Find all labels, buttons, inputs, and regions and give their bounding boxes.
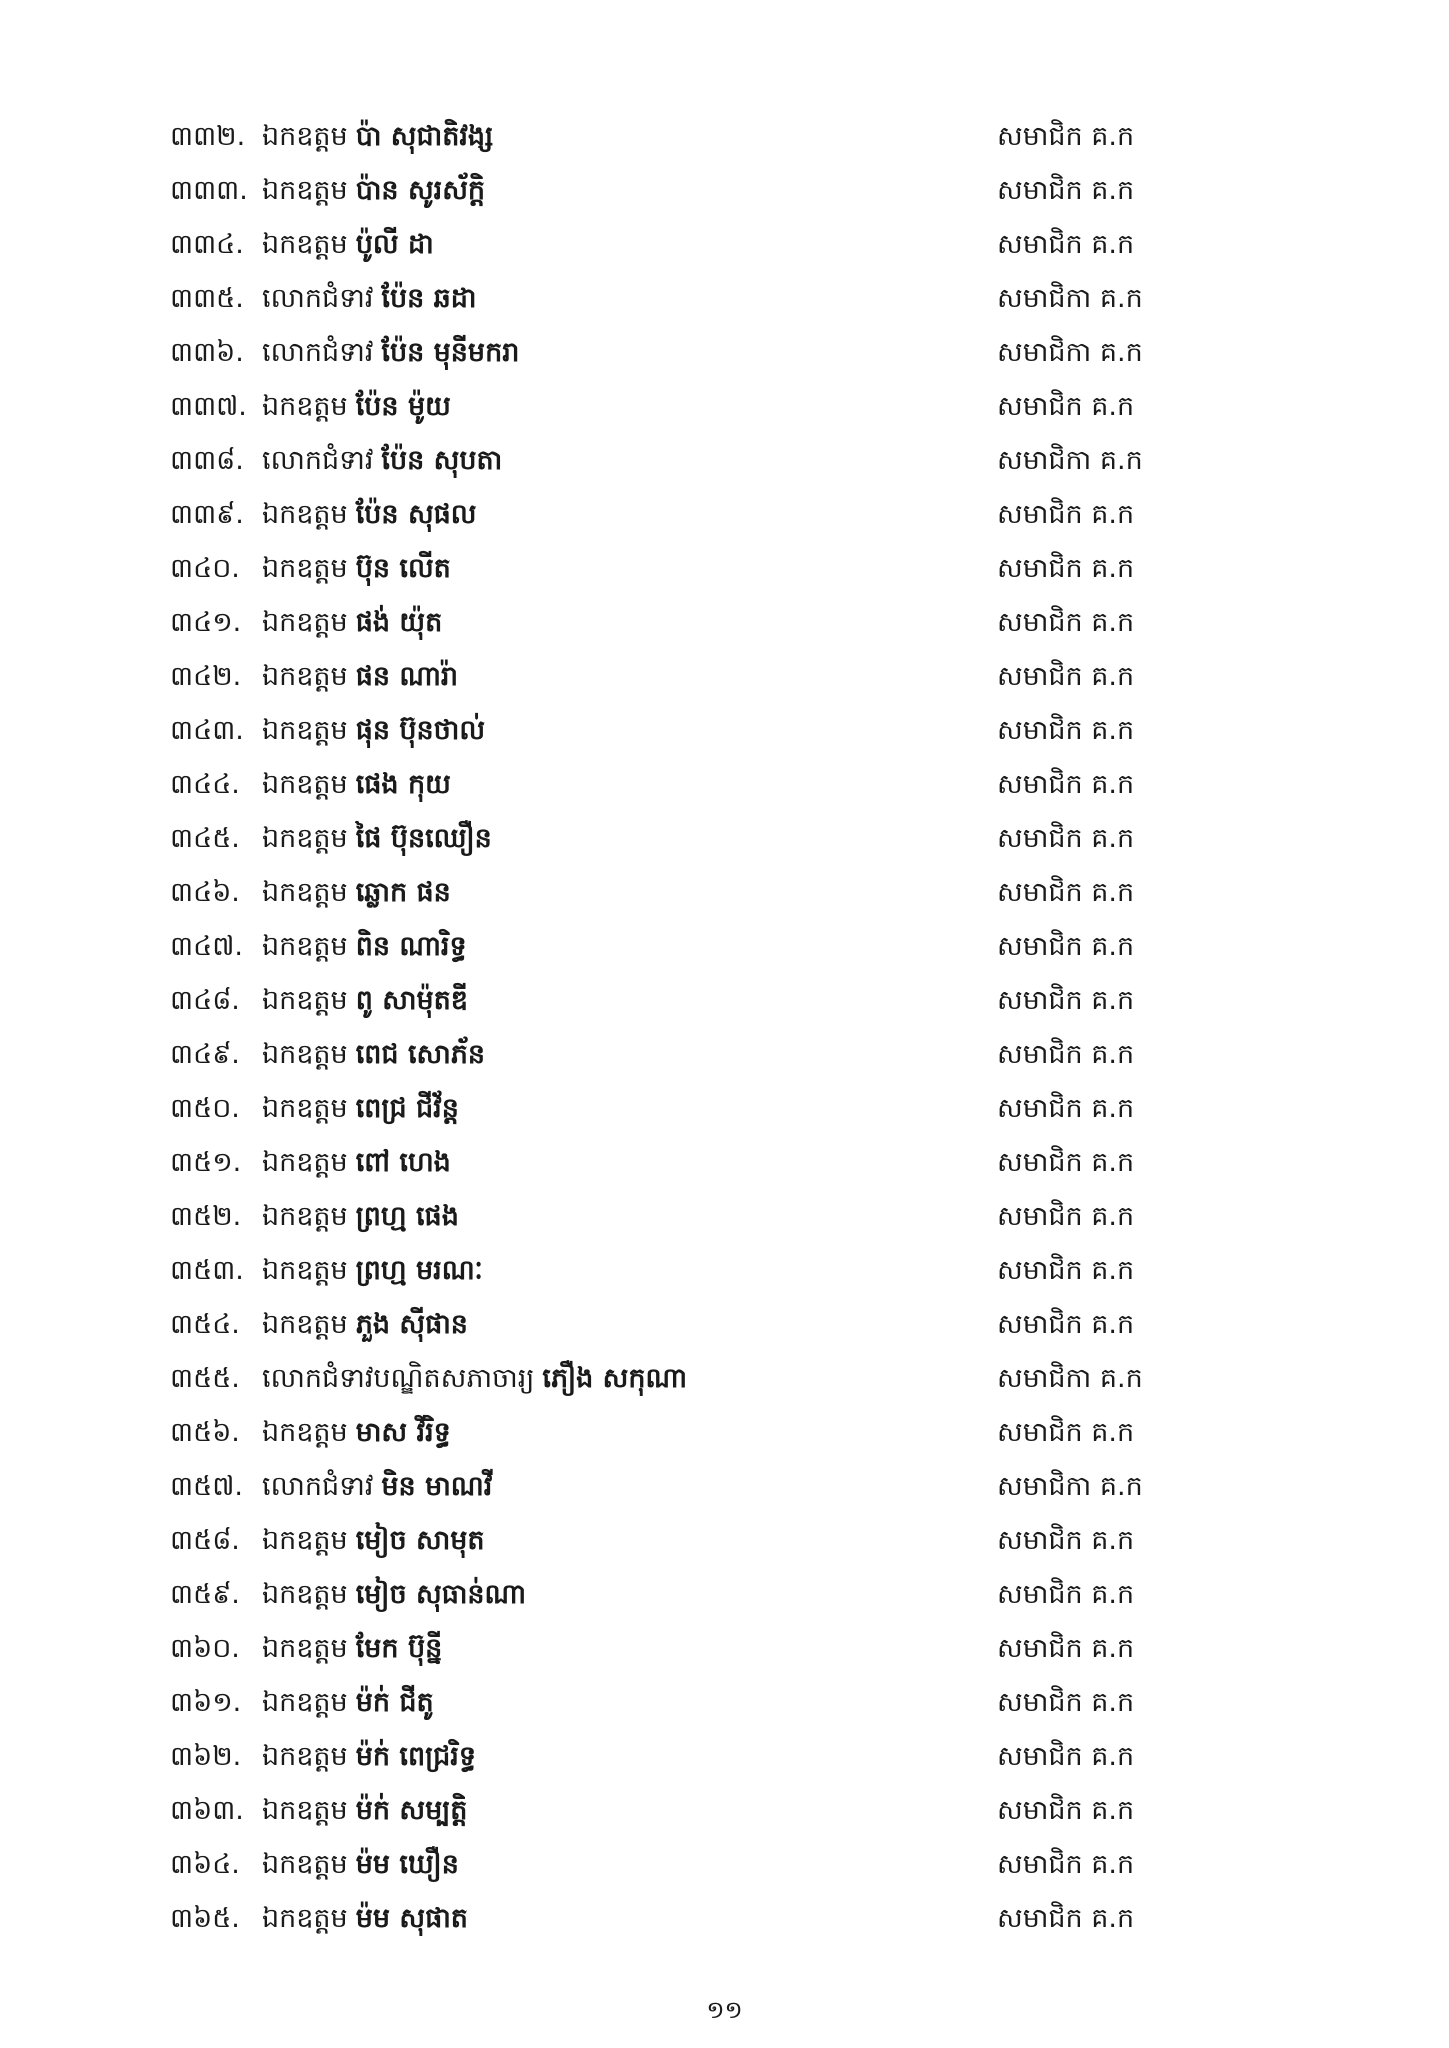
member-name: ប៉ែន ម៉ូយ: [355, 391, 451, 422]
member-row: [170, 704, 1170, 758]
member-row: [170, 1514, 1170, 1568]
member-row: [170, 1460, 1170, 1514]
member-row: [170, 596, 1170, 650]
member-role: សមាជិក គ.ក: [997, 877, 1135, 908]
title-text: ឯកឧត្តម: [262, 607, 348, 638]
row-number: ៣៤១.: [170, 607, 242, 638]
member-role: សមាជិក គ.ក: [997, 1147, 1135, 1178]
honorific-title: [262, 1028, 485, 1082]
row-number: ៣៥៣.: [170, 1255, 244, 1286]
member-name: ពៅ ហេង: [355, 1147, 451, 1178]
member-name: មាស វីរិទ្ធ: [355, 1417, 451, 1448]
title-text: ឯកឧត្តម: [262, 877, 348, 908]
member-name: ប៉ែន សុផល: [355, 499, 477, 530]
member-name: ផុន ប៊ុនថាល់: [355, 715, 486, 746]
row-number: ៣៥៤.: [170, 1309, 240, 1340]
honorific-title: [262, 866, 451, 920]
member-name: ពេជ្រ ជីវ័ន្ត: [355, 1093, 459, 1124]
member-role: សមាជិក គ.ក: [997, 661, 1135, 692]
member-row: [170, 1244, 1170, 1298]
member-name: ប៉ែន មុនីមករា: [381, 337, 520, 368]
member-name: មៀច សាមុត: [355, 1525, 485, 1556]
member-role: សមាជិកា គ.ក: [997, 337, 1143, 368]
title-text: ឯកឧត្តម: [262, 1633, 348, 1664]
member-role: សមាជិក គ.ក: [997, 1633, 1135, 1664]
member-name: ពេជ សោភ័ន: [355, 1039, 486, 1070]
row-number: ៣៦៤.: [170, 1849, 240, 1880]
row-number: ៣៤៣.: [170, 715, 244, 746]
member-row: [170, 1784, 1170, 1838]
row-number: ៣៥៦.: [170, 1417, 240, 1448]
title-text: ឯកឧត្តម: [262, 1741, 348, 1772]
member-role: សមាជិក គ.ក: [997, 1255, 1135, 1286]
member-role: សមាជិក គ.ក: [997, 175, 1135, 206]
member-role: សមាជិក គ.ក: [997, 607, 1135, 638]
member-name: ប៉ែន ឆដា: [381, 283, 477, 314]
honorific-title: [262, 110, 493, 164]
title-text: ឯកឧត្តម: [262, 499, 348, 530]
member-role: សមាជិក គ.ក: [997, 1309, 1135, 1340]
member-name: ផង់ យ៉ុត: [355, 607, 443, 638]
row-number: ៣៤៧.: [170, 931, 243, 962]
member-role: សមាជិក គ.ក: [997, 769, 1135, 800]
member-name: ឆ្លោក ផន: [355, 877, 451, 908]
member-row: [170, 326, 1170, 380]
row-number: ៣៥៥.: [170, 1363, 240, 1394]
member-row: [170, 1082, 1170, 1136]
member-role: សមាជិក គ.ក: [997, 1795, 1135, 1826]
member-name: ម៉ក់ សម្បត្តិ: [355, 1795, 468, 1826]
title-text: ឯកឧត្តម: [262, 553, 348, 584]
member-name: ភឿង សកុណា: [542, 1363, 688, 1394]
row-number: ៣៥៩.: [170, 1579, 240, 1610]
honorific-title: [262, 164, 485, 218]
member-row: [170, 218, 1170, 272]
title-text: ឯកឧត្តម: [262, 1039, 348, 1070]
row-number: ៣៦៣.: [170, 1795, 244, 1826]
honorific-title: [262, 1352, 687, 1406]
row-number: ៣៥៨.: [170, 1525, 240, 1556]
honorific-title: [262, 272, 477, 326]
row-number: ៣៤២.: [170, 661, 242, 692]
member-name: ផន ណារ៉ា: [355, 661, 459, 692]
member-row: [170, 110, 1170, 164]
honorific-title: [262, 1136, 451, 1190]
honorific-title: [262, 488, 477, 542]
member-role: សមាជិកា គ.ក: [997, 1471, 1143, 1502]
member-row: [170, 272, 1170, 326]
honorific-title: [262, 974, 468, 1028]
member-name: ព្រហ្ម ផេង: [355, 1201, 459, 1232]
member-role: សមាជិក គ.ក: [997, 553, 1135, 584]
honorific-title: [262, 1676, 434, 1730]
row-number: ៣៥២.: [170, 1201, 242, 1232]
member-row: [170, 1028, 1170, 1082]
member-row: [170, 974, 1170, 1028]
title-text: ឯកឧត្តម: [262, 121, 348, 152]
title-text: ឯកឧត្តម: [262, 1579, 348, 1610]
member-row: [170, 1892, 1170, 1946]
title-text: ឯកឧត្តម: [262, 1525, 348, 1556]
honorific-title: [262, 920, 467, 974]
honorific-title: [262, 1460, 492, 1514]
member-row: [170, 1676, 1170, 1730]
member-role: សមាជិក គ.ក: [997, 229, 1135, 260]
honorific-title: [262, 596, 442, 650]
row-number: ៣៥១.: [170, 1147, 242, 1178]
honorific-title: [262, 218, 434, 272]
member-role: សមាជិក គ.ក: [997, 1741, 1135, 1772]
member-name: មៀច សុធាន់ណា: [355, 1579, 527, 1610]
member-role: សមាជិក គ.ក: [997, 1525, 1135, 1556]
title-text: ឯកឧត្តម: [262, 715, 348, 746]
member-name: ប៉ាន សូរស័ក្តិ: [355, 175, 486, 206]
row-number: ៣៦១.: [170, 1687, 242, 1718]
row-number: ៣៤៥.: [170, 823, 240, 854]
member-name: ផៃ ប៊ុនឈឿន: [355, 823, 492, 854]
member-role: សមាជិកា គ.ក: [997, 1363, 1143, 1394]
member-row: [170, 1622, 1170, 1676]
member-row: [170, 542, 1170, 596]
honorific-title: [262, 326, 519, 380]
member-row: [170, 1568, 1170, 1622]
honorific-title: [262, 542, 451, 596]
row-number: ៣៤៤.: [170, 769, 240, 800]
row-number: ៣៤៨.: [170, 985, 240, 1016]
title-text: ឯកឧត្តម: [262, 1147, 348, 1178]
member-role: សមាជិក គ.ក: [997, 1687, 1135, 1718]
honorific-title: [262, 1568, 526, 1622]
member-row: [170, 1730, 1170, 1784]
member-name: ប៉ា សុជាតិវង្ស: [355, 121, 494, 152]
row-number: ៣៣៤.: [170, 229, 244, 260]
title-text: ឯកឧត្តម: [262, 1255, 348, 1286]
title-text: ឯកឧត្តម: [262, 985, 348, 1016]
member-row: [170, 1190, 1170, 1244]
member-role: សមាជិក គ.ក: [997, 391, 1135, 422]
honorific-title: [262, 1190, 459, 1244]
row-number: ៣៤០.: [170, 553, 240, 584]
member-role: សមាជិក គ.ក: [997, 931, 1135, 962]
row-number: ៣៣៧.: [170, 391, 247, 422]
member-role: សមាជិក គ.ក: [997, 1093, 1135, 1124]
member-name: ពិន ណារិទ្ធ: [355, 931, 467, 962]
member-role: សមាជិក គ.ក: [997, 499, 1135, 530]
member-name: ប៉ូលី ដា: [355, 229, 434, 260]
title-text: លោកជំទាវ: [262, 445, 374, 476]
member-row: [170, 1352, 1170, 1406]
title-text: ឯកឧត្តម: [262, 1849, 348, 1880]
member-row: [170, 650, 1170, 704]
member-list: [170, 110, 1170, 1946]
member-row: [170, 488, 1170, 542]
honorific-title: [262, 758, 451, 812]
member-row: [170, 866, 1170, 920]
member-role: សមាជិក គ.ក: [997, 715, 1135, 746]
row-number: ៣៤៩.: [170, 1039, 240, 1070]
row-number: ៣៣៣.: [170, 175, 248, 206]
member-name: ម៉ក់ ជីតូ: [355, 1687, 434, 1718]
honorific-title: [262, 1622, 442, 1676]
member-role: សមាជិក គ.ក: [997, 1417, 1135, 1448]
honorific-title: [262, 812, 492, 866]
member-name: ម៉ម ឃឿន: [355, 1849, 459, 1880]
title-text: ឯកឧត្តម: [262, 1201, 348, 1232]
member-row: [170, 1136, 1170, 1190]
member-row: [170, 380, 1170, 434]
title-text: ឯកឧត្តម: [262, 175, 348, 206]
honorific-title: [262, 380, 451, 434]
row-number: ៣៤៦.: [170, 877, 240, 908]
title-text: ឯកឧត្តម: [262, 229, 348, 260]
member-role: សមាជិក គ.ក: [997, 985, 1135, 1016]
honorific-title: [262, 704, 485, 758]
member-role: សមាជិក គ.ក: [997, 823, 1135, 854]
title-text: ឯកឧត្តម: [262, 1903, 348, 1934]
member-role: សមាជិក គ.ក: [997, 1039, 1135, 1070]
title-text: ឯកឧត្តម: [262, 769, 348, 800]
member-role: សមាជិកា គ.ក: [997, 283, 1143, 314]
member-name: ព្រហ្ម មរណៈ: [355, 1255, 483, 1286]
member-name: ប៉ែន សុបតា: [381, 445, 503, 476]
title-text: លោកជំទាវ: [262, 337, 374, 368]
row-number: ៣៣៥.: [170, 283, 244, 314]
honorific-title: [262, 1406, 451, 1460]
member-role: សមាជិក គ.ក: [997, 1579, 1135, 1610]
honorific-title: [262, 1892, 468, 1946]
title-text: លោកជំទាវបណ្ឌិតសភាចារ្យ: [262, 1363, 535, 1394]
member-row: [170, 758, 1170, 812]
title-text: ឯកឧត្តម: [262, 1417, 348, 1448]
member-row: [170, 1298, 1170, 1352]
title-text: ឯកឧត្តម: [262, 931, 348, 962]
honorific-title: [262, 1730, 476, 1784]
title-text: លោកជំទាវ: [262, 283, 374, 314]
page-number: ១១: [706, 1996, 743, 2024]
row-number: ៣៦៥.: [170, 1903, 240, 1934]
title-text: ឯកឧត្តម: [262, 661, 348, 692]
member-name: ពូ សាម៉ុតឌី: [355, 985, 468, 1016]
row-number: ៣៣៨.: [170, 445, 244, 476]
member-row: [170, 920, 1170, 974]
title-text: ឯកឧត្តម: [262, 823, 348, 854]
row-number: ៣៦២.: [170, 1741, 242, 1772]
honorific-title: [262, 1784, 467, 1838]
title-text: ឯកឧត្តម: [262, 1093, 348, 1124]
row-number: ៣៦០.: [170, 1633, 240, 1664]
member-role: សមាជិកា គ.ក: [997, 445, 1143, 476]
member-name: ម៉ក់ ពេជ្ររិទ្ធ: [355, 1741, 476, 1772]
member-role: សមាជិក គ.ក: [997, 1201, 1135, 1232]
title-text: លោកជំទាវ: [262, 1471, 374, 1502]
honorific-title: [262, 1298, 468, 1352]
honorific-title: [262, 1244, 483, 1298]
member-name: មិន មាណវី: [381, 1471, 493, 1502]
honorific-title: [262, 434, 502, 488]
member-row: [170, 812, 1170, 866]
member-name: មែក ប៊ុន្នី: [355, 1633, 443, 1664]
row-number: ៣៥០.: [170, 1093, 240, 1124]
title-text: ឯកឧត្តម: [262, 1687, 348, 1718]
member-row: [170, 434, 1170, 488]
row-number: ៣៣២.: [170, 121, 246, 152]
honorific-title: [262, 1082, 459, 1136]
member-row: [170, 1838, 1170, 1892]
title-text: ឯកឧត្តម: [262, 391, 348, 422]
member-row: [170, 164, 1170, 218]
member-name: ម៉ម សុផាត: [355, 1903, 468, 1934]
member-name: ភួង ស៊ីផាន: [355, 1309, 468, 1340]
member-role: សមាជិក គ.ក: [997, 1903, 1135, 1934]
member-role: សមាជិក គ.ក: [997, 1849, 1135, 1880]
member-name: ផេង កុយ: [355, 769, 451, 800]
honorific-title: [262, 1838, 459, 1892]
row-number: ៣៣៩.: [170, 499, 244, 530]
row-number: ៣៣៦.: [170, 337, 244, 368]
honorific-title: [262, 650, 458, 704]
member-row: [170, 1406, 1170, 1460]
title-text: ឯកឧត្តម: [262, 1795, 348, 1826]
title-text: ឯកឧត្តម: [262, 1309, 348, 1340]
honorific-title: [262, 1514, 485, 1568]
member-role: សមាជិក គ.ក: [997, 121, 1135, 152]
member-name: ប៊ុន លើត: [355, 553, 451, 584]
row-number: ៣៥៧.: [170, 1471, 243, 1502]
